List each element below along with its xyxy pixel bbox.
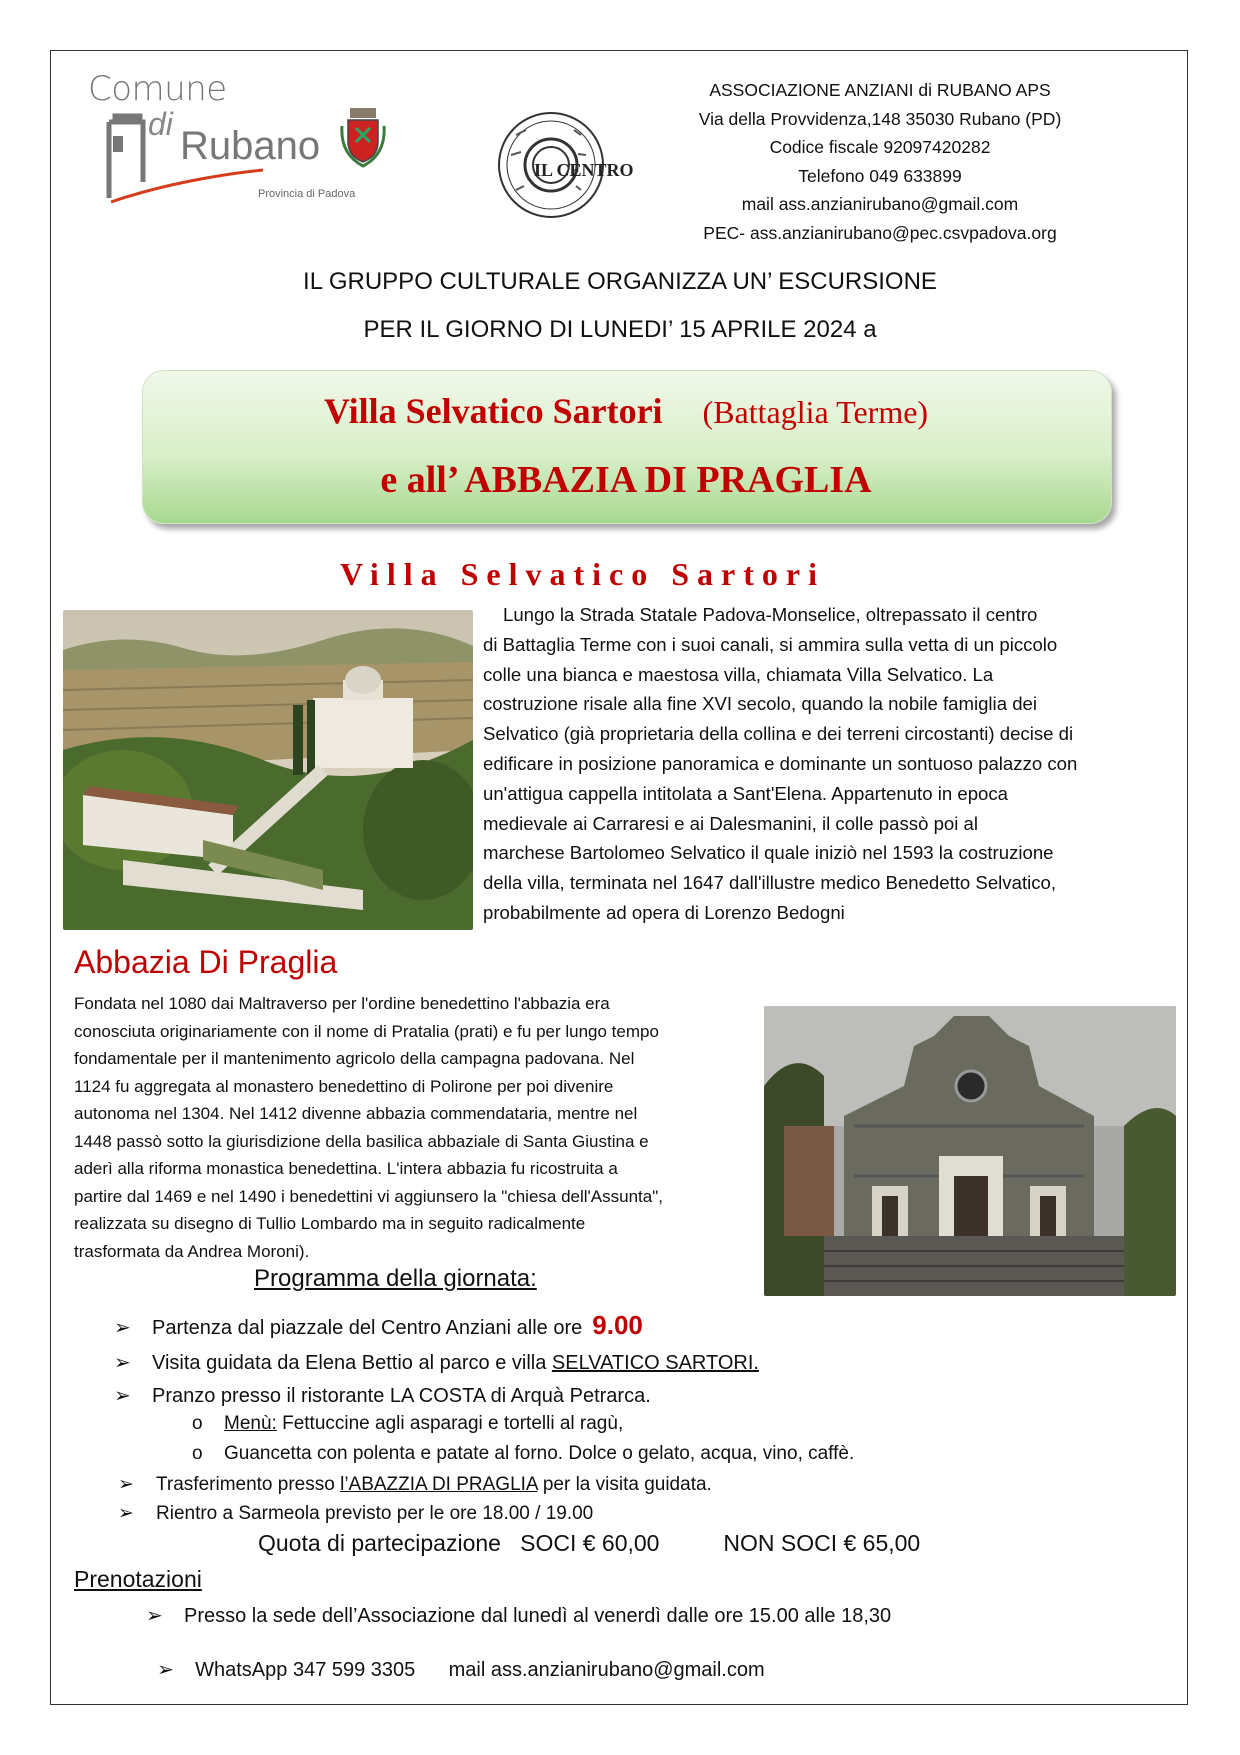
arrow-bullet-icon: ➢ — [146, 1605, 163, 1627]
transfer-text: Trasferimento presso — [156, 1474, 341, 1495]
departure-text: Partenza dal piazzale del Centro Anziani alle ore — [152, 1317, 583, 1339]
intro-line-1: IL GRUPPO CULTURALE ORGANIZZA UN’ ESCURSIONE — [303, 268, 937, 295]
program-item-visit — [114, 1350, 759, 1375]
abbazia-line: 1448 passò sotto la giurisdizione della basilica abbaziale di Santa Giustina e — [74, 1131, 649, 1151]
association-mail: mail ass.anzianirubano@gmail.com — [741, 194, 1019, 214]
abbazia-line: conosciuta originariamente con il nome di Pratalia (prati) e fu per lungo tempo — [74, 1021, 659, 1041]
menu-label: Menù: — [224, 1413, 277, 1434]
menu-item-2 — [192, 1443, 854, 1465]
stamp-label: IL CENTRO — [534, 160, 634, 180]
booking-item-contact — [146, 1634, 765, 1682]
arrow-bullet-icon: ➢ — [114, 1317, 131, 1339]
association-phone: Telefono 049 633899 — [798, 165, 962, 186]
coat-of-arms-icon — [338, 106, 388, 175]
logo-provincia-text: Provincia di Padova — [258, 188, 356, 200]
banner-title-abbazia: e all’ ABBAZIA DI PRAGLIA — [380, 459, 872, 501]
bookings-title: Prenotazioni — [74, 1566, 202, 1592]
transfer-link[interactable]: l’ABAZZIA DI PRAGLIA — [340, 1474, 538, 1495]
booking-contact-text: WhatsApp 347 599 3305 mail ass.anzianirubano@gmail.com — [195, 1659, 765, 1681]
booking-item-office — [146, 1603, 891, 1628]
villa-photo — [63, 610, 473, 930]
participation-fee: Quota di partecipazione SOCI € 60,00 NON SOCI € 65,00 — [258, 1530, 921, 1556]
banner-location: (Battaglia Terme) — [702, 394, 929, 430]
menu-text-1: Fettuccine agli asparagi e tortelli al ragù, — [276, 1413, 624, 1434]
booking-office-text: Presso la sede dell’Associazione dal lunedì al venerdì dalle ore 15.00 alle 18,30 — [184, 1605, 892, 1627]
villa-line: Lungo la Strada Statale Padova-Monselice, oltrepassato il centro — [503, 604, 1038, 625]
menu-text-2: Guancetta con polenta e patate al forno. Dolce o gelato, acqua, vino, caffè. — [224, 1443, 855, 1464]
program-item-transfer — [118, 1473, 712, 1496]
transfer-text-end: per la visita guidata. — [537, 1474, 712, 1495]
program-item-lunch — [114, 1383, 651, 1408]
intro-line-2: PER IL GIORNO DI LUNEDI’ 15 APRILE 2024 a — [363, 316, 877, 343]
visit-link[interactable]: SELVATICO SARTORI. — [551, 1352, 759, 1374]
arrow-bullet-icon: ➢ — [114, 1352, 131, 1374]
logo-rubano-text: Rubano — [180, 124, 321, 168]
association-name: ASSOCIAZIONE ANZIANI di RUBANO APS — [709, 80, 1051, 100]
villa-line: un'attigua cappella intitolata a Sant'Elena. Appartenuto in epoca — [483, 782, 1009, 804]
villa-section-title: Villa Selvatico Sartori — [340, 556, 825, 592]
association-address: Via della Provvidenza,148 35030 Rubano (PD) — [698, 108, 1062, 129]
circle-bullet-icon: o — [192, 1413, 203, 1434]
abbazia-line: partire dal 1469 e nel 1490 i benedettini vi aggiunsero la "chiesa dell'Assunta", — [74, 1186, 663, 1206]
abbazia-line: aderì alla riforma monastica benedettina. L'intera abbazia fu ricostruita a — [74, 1159, 618, 1178]
visit-text: Visita guidata da Elena Bettio al parco e villa — [152, 1352, 552, 1374]
logo-comune-text: Comune — [88, 69, 227, 109]
abbazia-description — [74, 990, 754, 1265]
arrow-bullet-icon: ➢ — [118, 1474, 134, 1495]
return-text: Rientro a Sarmeola previsto per le ore 18.00 / 19.00 — [156, 1503, 594, 1524]
lunch-text: Pranzo presso il ristorante LA COSTA di Arquà Petrarca. — [152, 1385, 651, 1407]
abbazia-line: 1124 fu aggregata al monastero benedettino di Polirone per poi divenire — [74, 1076, 614, 1096]
villa-line: costruzione risale alla fine XVI secolo, quando la nobile famiglia dei — [483, 693, 1038, 715]
villa-line: della villa, terminata nel 1647 dall'illustre medico Benedetto Selvatico, — [483, 872, 1057, 894]
menu-item-1 — [192, 1413, 623, 1435]
circle-bullet-icon: o — [192, 1443, 203, 1464]
villa-line: probabilmente ad opera di Lorenzo Bedogni — [483, 901, 845, 923]
arrow-bullet-icon: ➢ — [157, 1659, 174, 1681]
arrow-bullet-icon: ➢ — [118, 1503, 134, 1524]
villa-line: colle una bianca e maestosa villa, chiamata Villa Selvatico. La — [483, 663, 994, 685]
villa-line: edificare in posizione panoramica e dominante un sontuoso palazzo con — [483, 752, 1078, 774]
departure-time: 9.00 — [592, 1310, 643, 1340]
association-info — [660, 76, 1100, 247]
villa-description — [483, 600, 1183, 928]
abbazia-line: fondamentale per il mantenimento agricolo della campagna padovana. Nel — [74, 1049, 635, 1068]
program-title: Programma della giornata: — [254, 1265, 537, 1292]
villa-line: medievale ai Carraresi e ai Dalesmanini, il colle passò poi al — [483, 812, 979, 834]
abbazia-section-title: Abbazia Di Praglia — [74, 944, 338, 980]
program-item-return — [118, 1502, 593, 1525]
abbazia-photo — [764, 1006, 1176, 1296]
abbazia-line: Fondata nel 1080 dai Maltraverso per l'ordine benedettino l'abbazia era — [74, 994, 610, 1013]
logo-di-text: di — [148, 106, 173, 142]
abbazia-line: autonoma nel 1304. Nel 1412 divenne abbazia commendataria, mentre nel — [74, 1104, 638, 1123]
banner-villa-name: Villa Selvatico Sartori — [323, 391, 663, 431]
villa-line: di Battaglia Terme con i suoi canali, si ammira sulla vetta di un piccolo — [483, 633, 1058, 655]
abbazia-line: trasformata da Andrea Moroni). — [74, 1241, 310, 1261]
banner-title-villa — [142, 390, 1110, 432]
program-item-departure — [114, 1310, 643, 1341]
association-fiscal-code: Codice fiscale 92097420282 — [769, 137, 991, 157]
villa-line: Selvatico (già proprietaria della collina e dei terreni circostanti) decise di — [483, 723, 1074, 745]
association-pec: PEC- ass.anzianirubano@pec.csvpadova.org — [703, 222, 1057, 243]
abbazia-line: realizzata su disegno di Tullio Lombardo ma in seguito radicalmente — [74, 1214, 586, 1233]
villa-line: marchese Bartolomeo Selvatico il quale iniziò nel 1593 la costruzione — [483, 842, 1054, 864]
arrow-bullet-icon: ➢ — [114, 1385, 131, 1407]
